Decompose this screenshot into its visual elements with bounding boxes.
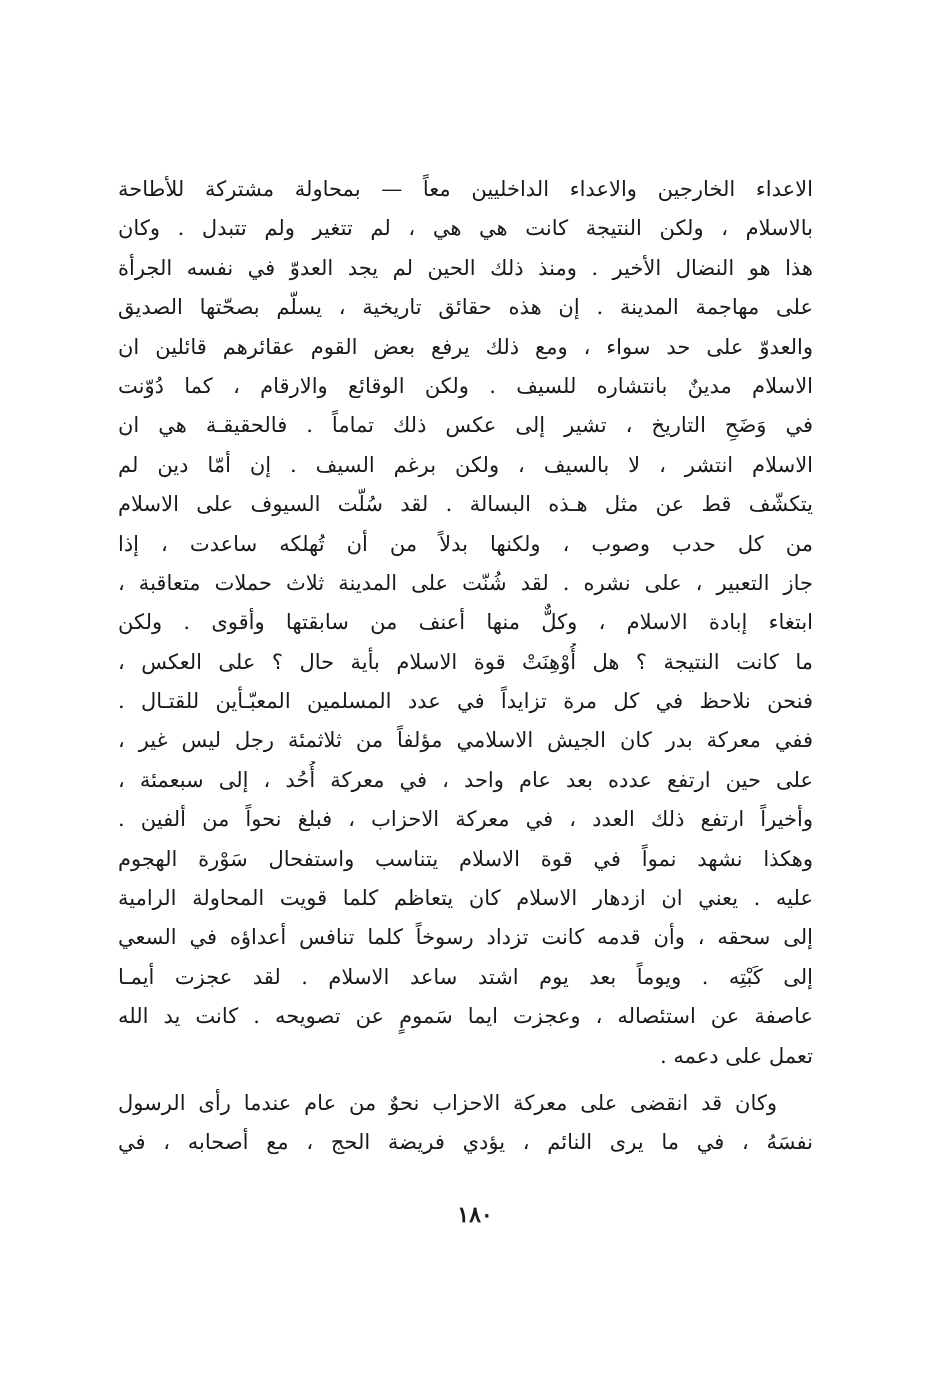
- text-line: على حين ارتفع عدده بعد عام واحد ، في معركة أُحُد ، إلى سبعمئة ،: [118, 767, 813, 792]
- text-line: ففي معركة بدر كان الجيش الاسلامي مؤلفاً من ثلاثمئة رجل ليس غير ،: [118, 728, 813, 753]
- page-number: ١٨٠: [457, 1202, 493, 1228]
- text-line: تعمل على دعمه .: [660, 1043, 813, 1068]
- text-line: فنحن نلاحظ في كل مرة تزايداً في عدد المسلمين المعبّـأين للقتـال .: [118, 689, 813, 714]
- text-line: هذا هو النضال الأخير . ومنذ ذلك الحين لم يجد العدوّ في نفسه الجرأة: [118, 255, 813, 280]
- text-line: وهكذا نشهد نمواً في قوة الاسلام يتناسب واستفحال سَوْرة الهجوم: [118, 846, 813, 871]
- text-line: ما كانت النتيجة ؟ هل أُوْهِنَتْ قوة الاسلام بأية حال ؟ على العكس ،: [118, 649, 813, 674]
- text-line: الاسلام مدينٌ بانتشاره للسيف . ولكن الوقائع والارقام ، كما دُوّنت: [118, 373, 813, 398]
- text-line: إلى كَبْتِه . ويوماً بعد يوم اشتد ساعد الاسلام . لقد عجزت أيمـا: [118, 964, 813, 989]
- text-line: على مهاجمة المدينة . إن هذه حقائق تاريخية ، يسلّم بصحّتها الصديق: [118, 295, 813, 320]
- text-line: جاز التعبير ، على نشره . لقد شُنّت على المدينة ثلاث حملات متعاقبة ،: [118, 570, 813, 595]
- text-line: الاعداء الخارجين والاعداء الداخليين معاً — بمحاولة مشتركة للأطاحة: [118, 177, 813, 201]
- text-line: عليه . يعني ان ازدهار الاسلام كان يتعاظم كلما قويت المحاولة الرامية: [118, 886, 813, 911]
- text-line: ابتغاء إبادة الاسلام ، وكلٌّ منها أعنف من سابقتها وأقوى . ولكن: [118, 610, 813, 635]
- text-line: عاصفة عن استئصاله ، وعجزت ايما سَمومٍ عن تصويحه . كانت يد الله: [118, 1004, 813, 1029]
- text-line: من كل حدب وصوب ، ولكنها بدلاً من أن تُهلكه ساعدت ، إذا: [118, 531, 813, 556]
- text-line: نفسَهُ ، في ما يرى النائم ، يؤدي فريضة الحج ، مع أصحابه ، في: [118, 1130, 813, 1155]
- text-line: الاسلام انتشر ، لا بالسيف ، ولكن برغم السيف . إن أمّا دين لم: [118, 452, 813, 477]
- text-line: وأخيراً ارتفع ذلك العدد ، في معركة الاحزاب ، فبلغ نحواً من ألفين .: [118, 807, 813, 832]
- paragraph-break: [118, 1076, 813, 1084]
- text-line: إلى سحقه ، وأن قدمه كانت تزداد رسوخاً كلما تنافس أعداؤه في السعي: [118, 925, 813, 950]
- text-line: في وَضَحِ التاريخ ، تشير إلى عكس ذلك تماماً . فالحقيقـة هي ان: [118, 413, 813, 438]
- text-line: والعدوّ على حد سواء ، ومع ذلك يرفع بعض القوم عقائرهم قائلين ان: [118, 334, 813, 359]
- body-text: [118, 170, 813, 1163]
- text-line: يتكشّف قط عن مثل هـذه البسالة . لقد سُلّت السيوف على الاسلام: [118, 492, 813, 517]
- text-line: وكان قد انقضى على معركة الاحزاب نحوٌ من عام عندما رأى الرسول: [118, 1090, 777, 1115]
- text-line: بالاسلام ، ولكن النتيجة كانت هي هي ، لم تتغير ولم تتبدل . وكان: [118, 216, 813, 241]
